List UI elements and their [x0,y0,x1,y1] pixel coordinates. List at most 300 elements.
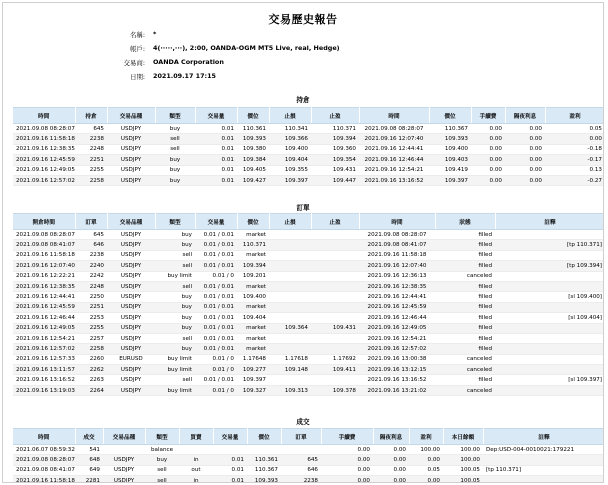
table-cell [311,261,359,271]
table-row [13,175,604,185]
table-cell [269,344,311,354]
table-cell: 2021.09.16 13:16:52 [359,375,435,385]
table-cell: sell [155,375,195,385]
table-cell: 109.397 [269,175,311,185]
positions-table [13,107,604,186]
table-cell: 2021.09.08 08:41:07 [359,240,435,250]
table-cell: buy [155,230,195,240]
table-cell: 0.00 [409,476,443,483]
table-cell: 0.01 [195,165,237,175]
column-header: 交易量 [195,214,237,230]
table-cell: 0.00 [471,134,505,144]
table-row [13,323,604,333]
table-cell [495,302,604,312]
table-cell: 2021.09.16 13:12:15 [359,365,435,375]
table-cell [103,445,145,455]
table-cell: 2240 [75,261,107,271]
table-cell: filled [435,281,495,291]
table-cell: 2021.09.16 12:49:05 [13,323,75,333]
table-cell: sell [155,250,195,260]
table-cell: 2281 [75,476,103,483]
table-cell: 2021.09.16 13:00:38 [359,354,435,364]
table-cell: filled [435,344,495,354]
column-header: 類型 [145,429,179,445]
table-cell: 2021.09.08 08:41:07 [13,465,75,475]
table-cell: 2021.09.16 12:44:41 [359,144,429,154]
info-value: 4(·····,···), 2:00, OANDA-OGM MT5 Live, real, Hedge) [153,44,340,52]
table-row [13,155,604,165]
table-cell: 645 [75,230,107,240]
table-cell: sell [145,465,179,475]
table-cell: market [237,323,269,333]
table-row [13,271,604,281]
table-cell: out [179,465,213,475]
table-cell: 0.00 [373,465,409,475]
table-cell: 0.01 / 0.01 [195,323,237,333]
table-cell: 0.00 [505,165,545,175]
table-row [13,354,604,364]
table-cell: 2021.06.07 08:59:32 [13,445,75,455]
column-header: 開倉時間 [13,214,75,230]
table-cell [311,250,359,260]
table-cell [495,354,604,364]
table-cell: 0.13 [545,165,604,175]
table-cell: [sl 109.400] [495,292,604,302]
table-cell: 2021.09.16 12:46:44 [13,313,75,323]
table-cell: 109.277 [237,365,269,375]
info-label: 交易商: [123,59,145,67]
table-cell: 0.00 [409,455,443,465]
column-header: 交易量 [213,429,247,445]
table-row [13,465,604,475]
table-cell: USDJPY [107,240,155,250]
table-row [13,344,604,354]
table-cell: 109.405 [237,165,269,175]
table-cell: USDJPY [107,155,155,165]
table-cell: 2021.09.08 08:28:07 [13,455,75,465]
table-cell [269,302,311,312]
table-cell: 1.17618 [269,354,311,364]
table-cell: buy [155,302,195,312]
table-cell: 0.05 [409,465,443,475]
column-header: 時間 [359,214,435,230]
table-cell: 109.360 [311,144,359,154]
table-cell: 100.05 [443,476,483,483]
table-cell: 2021.09.08 08:41:07 [13,240,75,250]
table-cell: USDJPY [103,476,145,483]
column-header: 時間 [359,108,429,124]
table-cell [311,313,359,323]
table-cell: 2248 [75,144,107,154]
table-cell: 109.404 [269,155,311,165]
table-cell: 0.01 [213,465,247,475]
column-header: 價位 [237,214,269,230]
table-cell: buy [155,313,195,323]
table-cell: 2021.09.16 11:58:18 [359,250,435,260]
table-cell: buy [155,155,195,165]
table-cell: 0.01 [195,144,237,154]
table-cell: 1.17692 [311,354,359,364]
table-cell: 109.404 [237,313,269,323]
deals-table [13,428,604,483]
table-cell [495,333,604,343]
table-cell: 2021.09.16 13:19:03 [13,385,75,395]
table-cell [269,271,311,281]
table-cell: canceled [435,385,495,395]
table-cell: filled [435,292,495,302]
table-cell: filled [435,230,495,240]
table-cell: buy limit [155,271,195,281]
table-cell [495,385,604,395]
column-header: 註釋 [495,214,604,230]
table-cell: buy [155,292,195,302]
column-header: 止損 [269,108,311,124]
table-cell: 109.394 [237,261,269,271]
table-cell: 2021.09.08 08:28:07 [359,230,435,240]
table-cell: 0.00 [321,445,373,455]
table-cell [495,281,604,291]
table-cell: 646 [75,240,107,250]
table-cell: 0.00 [471,155,505,165]
table-cell: filled [435,261,495,271]
table-cell: sell [155,261,195,271]
report-title: 交易歷史報告 [268,13,338,26]
table-cell: 100.00 [443,455,483,465]
table-cell: 0.01 [195,134,237,144]
table-cell: 109.201 [237,271,269,281]
table-cell: 2021.09.16 12:54:21 [13,333,75,343]
table-cell: 109.393 [429,134,471,144]
table-cell: 109.364 [269,323,311,333]
table-cell: 2021.09.16 11:58:18 [13,134,75,144]
table-cell [179,445,213,455]
table-cell: 109.380 [237,144,269,154]
column-header: 價位 [429,108,471,124]
table-cell: USDJPY [107,385,155,395]
table-cell: 2021.09.16 11:58:18 [13,476,75,483]
table-cell: 2021.09.16 12:57:02 [13,175,75,185]
table-cell: USDJPY [107,313,155,323]
info-label: 日期: [130,73,145,81]
table-cell: USDJPY [107,333,155,343]
table-cell: 645 [281,455,321,465]
table-cell: USDJPY [107,365,155,375]
table-cell: 0.01 / 0.01 [195,230,237,240]
table-row [13,124,604,134]
table-cell [495,250,604,260]
table-cell [281,445,321,455]
table-row [13,144,604,154]
table-cell: USDJPY [107,144,155,154]
column-header: 狀態 [435,214,495,230]
table-cell: 2021.09.08 08:28:07 [13,230,75,240]
table-cell: 109.427 [237,175,269,185]
table-cell: 2251 [75,302,107,312]
table-cell: Dep:USD-004-0010021:179221 [483,445,604,455]
column-header: 持倉 [75,108,107,124]
table-cell: 2248 [75,281,107,291]
table-cell: 109.354 [311,155,359,165]
table-cell: 0.00 [545,134,604,144]
table-cell: USDJPY [107,165,155,175]
info-value: 2021.09.17 17:15 [153,72,216,80]
table-cell [495,344,604,354]
table-cell: 2021.09.16 11:58:18 [13,250,75,260]
column-header: 價位 [247,429,281,445]
column-header: 隔夜利息 [373,429,409,445]
column-header: 止盈 [311,214,359,230]
table-cell: 2021.09.16 12:07:40 [13,261,75,271]
table-cell: 2253 [75,313,107,323]
table-cell: 109.397 [237,375,269,385]
table-cell: 2242 [75,271,107,281]
table-cell [495,271,604,281]
table-cell: 0.00 [471,175,505,185]
table-cell [311,230,359,240]
table-row [13,292,604,302]
table-cell: market [237,281,269,291]
column-header: 手續費 [471,108,505,124]
table-cell: canceled [435,354,495,364]
table-row [13,134,604,144]
table-cell: 2021.09.16 12:57:02 [359,344,435,354]
table-cell: USDJPY [107,323,155,333]
table-cell: 0.00 [471,124,505,134]
table-cell: 2021.09.16 13:16:52 [13,375,75,385]
table-cell: 0.01 / 0.01 [195,250,237,260]
table-row [13,476,604,483]
table-cell: 541 [75,445,103,455]
table-cell: buy [155,124,195,134]
table-cell: 0.01 / 0.01 [195,313,237,323]
table-cell: 110.371 [237,240,269,250]
table-cell: filled [435,313,495,323]
table-cell: 2021.09.16 12:57:33 [13,354,75,364]
table-cell: USDJPY [107,175,155,185]
table-cell [495,365,604,375]
table-cell [269,230,311,240]
table-cell: 2021.09.16 12:38:35 [13,281,75,291]
table-cell: 100.00 [409,445,443,455]
column-header: 盈利 [545,108,604,124]
table-cell: 2021.09.16 12:45:59 [359,302,435,312]
info-label: 帳戶: [130,45,145,53]
table-cell: 2263 [75,375,107,385]
table-cell: 2021.09.16 13:16:52 [359,175,429,185]
table-cell: sell [155,281,195,291]
table-cell: buy [155,323,195,333]
table-cell: 2021.09.08 08:28:07 [359,124,429,134]
table-cell: 2021.09.16 12:36:13 [359,271,435,281]
table-cell: [sl 109.397] [495,375,604,385]
table-cell [311,271,359,281]
table-cell: 109.384 [237,155,269,165]
table-cell: [tp 110.371] [483,465,604,475]
table-cell: USDJPY [107,302,155,312]
table-cell: 0.01 / 0 [195,385,237,395]
table-cell: USDJPY [107,344,155,354]
table-row [13,230,604,240]
table-row [13,313,604,323]
orders-section-title: 訂單 [296,204,310,212]
table-cell: canceled [435,271,495,281]
table-cell: 109.313 [269,385,311,395]
table-cell: buy limit [155,365,195,375]
table-cell: 2255 [75,323,107,333]
table-cell: [sl 109.404] [495,313,604,323]
table-cell: 0.01 [195,155,237,165]
column-header: 訂單 [75,214,107,230]
table-cell: buy [155,344,195,354]
table-cell [269,313,311,323]
table-cell: 0.01 [195,175,237,185]
table-cell: market [237,250,269,260]
column-header: 成交 [75,429,103,445]
table-cell: [tp 110.371] [495,240,604,250]
table-cell: 0.00 [505,155,545,165]
table-cell: USDJPY [107,271,155,281]
table-cell: buy [155,165,195,175]
table-cell: 109.400 [237,292,269,302]
table-cell: 2262 [75,365,107,375]
column-header: 類型 [155,214,195,230]
table-row [13,365,604,375]
table-cell: canceled [435,365,495,375]
table-cell [269,375,311,385]
table-cell: USDJPY [103,455,145,465]
table-cell: 2021.09.16 12:07:40 [359,261,435,271]
table-cell: filled [435,333,495,343]
table-cell [495,230,604,240]
table-cell: balance [145,445,179,455]
table-cell: 110.341 [269,124,311,134]
table-row [13,281,604,291]
table-cell [483,476,604,483]
table-cell: 109.447 [311,175,359,185]
table-cell: 0.00 [505,144,545,154]
table-cell: 648 [75,455,103,465]
table-cell [247,445,281,455]
table-cell: 2021.09.08 08:28:07 [13,124,75,134]
table-cell: 2260 [75,354,107,364]
table-cell: 2258 [75,344,107,354]
table-cell: 2257 [75,333,107,343]
column-header: 交易品種 [103,429,145,445]
table-cell: 0.01 [213,455,247,465]
column-header: 交易品種 [107,108,155,124]
table-row [13,165,604,175]
table-cell: in [179,476,213,483]
column-header: 手續費 [321,429,373,445]
table-cell [495,323,604,333]
table-cell: 110.361 [247,455,281,465]
table-cell: 0.00 [373,455,409,465]
table-cell: 110.367 [247,465,281,475]
table-cell: 0.00 [321,465,373,475]
column-header: 止損 [269,214,311,230]
info-value: * [153,30,157,38]
table-cell [311,281,359,291]
table-cell: USDJPY [107,261,155,271]
table-cell: 109.400 [269,144,311,154]
table-cell [269,240,311,250]
table-cell: 2021.09.16 12:44:41 [13,292,75,302]
table-cell: 0.01 / 0.01 [195,302,237,312]
column-header: 類型 [155,108,195,124]
table-cell: 0.00 [321,455,373,465]
table-cell: filled [435,375,495,385]
table-cell: 0.00 [471,144,505,154]
table-cell [311,333,359,343]
table-cell: 109.419 [429,165,471,175]
table-row [13,261,604,271]
table-cell: 645 [75,124,107,134]
table-cell: 2021.09.16 12:07:40 [359,134,429,144]
table-cell: USDJPY [107,230,155,240]
table-cell: 100.05 [443,465,483,475]
table-row [13,385,604,395]
table-cell: 2021.09.16 12:38:35 [359,281,435,291]
table-cell: 0.00 [505,124,545,134]
table-cell [269,250,311,260]
table-cell: 0.05 [545,124,604,134]
table-cell [269,333,311,343]
info-label: 名稱: [130,31,145,39]
table-cell: USDJPY [107,250,155,260]
table-cell: 110.361 [237,124,269,134]
table-cell: 2021.09.16 13:21:02 [359,385,435,395]
table-cell: 109.397 [429,175,471,185]
table-cell: buy [155,240,195,250]
table-row [13,375,604,385]
table-cell [269,281,311,291]
table-cell: filled [435,323,495,333]
table-cell: 2238 [75,134,107,144]
table-cell: filled [435,250,495,260]
column-header: 隔夜利息 [505,108,545,124]
report-page [2,2,604,483]
table-cell: 109.378 [311,385,359,395]
table-cell: 109.431 [311,165,359,175]
table-cell: 0.01 / 0 [195,354,237,364]
table-cell: 0.01 / 0.01 [195,344,237,354]
table-cell: 0.00 [373,445,409,455]
table-cell: 109.403 [429,155,471,165]
table-cell: 0.01 / 0.01 [195,281,237,291]
table-cell [311,375,359,385]
table-cell: market [237,302,269,312]
table-cell: USDJPY [107,292,155,302]
column-header: 交易品種 [107,214,155,230]
table-cell: [tp 109.394] [495,261,604,271]
table-cell: USDJPY [107,124,155,134]
table-cell: 2255 [75,165,107,175]
table-cell: USDJPY [107,375,155,385]
table-cell: 0.00 [321,476,373,483]
orders-table [13,213,604,396]
table-cell: 0.00 [471,165,505,175]
table-cell: 2021.09.16 12:46:44 [359,155,429,165]
table-cell: USDJPY [107,134,155,144]
table-cell [311,302,359,312]
table-cell: 2264 [75,385,107,395]
table-cell: 0.01 [213,476,247,483]
column-header: 買賣 [179,429,213,445]
table-cell: 2021.09.16 12:54:21 [359,333,435,343]
table-cell: 2238 [281,476,321,483]
column-header: 時間 [13,108,75,124]
table-cell [483,455,604,465]
